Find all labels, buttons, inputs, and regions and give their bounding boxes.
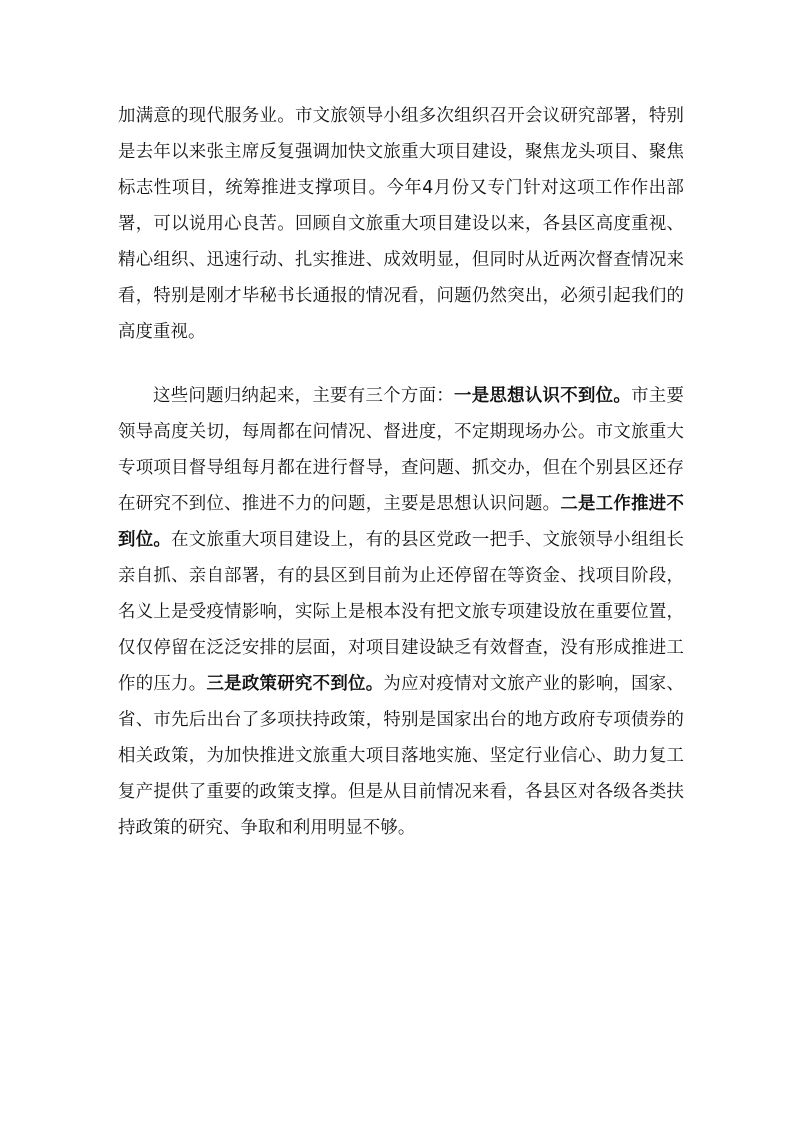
paragraph-continuation: 加满意的现代服务业。市文旅领导小组多次组织召开会议研究部署，特别是去年以来张主席反复强调加快文旅重大项目建设，聚焦龙头项目、聚焦标志性项目，统筹推进支撑项目。今年4月份又专门针对这项工作作出部署，可以说用心良苦。回顾自文旅重大项目建设以来，各县区高度重视、精心组织、迅速行动、扎实推进、成效明显，但同时从近两次督查情况来看，特别是刚才毕秘书长通报的情况看，问题仍然突出，必须引起我们的高度重视。 <box>118 106 684 342</box>
point-1-heading: 一是思想认识不到位。 <box>454 386 632 406</box>
problems-intro: 这些问题归纳起来，主要有三个方面： <box>153 386 455 406</box>
point-2-heading: 二是工作推进不到位。 <box>118 494 684 550</box>
paragraph-three-problems <box>118 378 684 846</box>
point-3-heading: 三是政策研究不到位。 <box>206 674 384 694</box>
point-2-text: 在文旅重大项目建设上，有的县区党政一把手、文旅领导小组组长亲自抓、亲自部署，有的县区到目前为止还停留在等资金、找项目阶段，名义上是受疫情影响，实际上是根本没有把文旅专项建设放在重要位置，仅仅停留在泛泛安排的层面，对项目建设缺乏有效督查，没有形成推进工作的压力。 <box>118 530 684 694</box>
point-3-text: 为应对疫情对文旅产业的影响，国家、省、市先后出台了多项扶持政策，特别是国家出台的地方政府专项债券的相关政策，为加快推进文旅重大项目落地实施、坚定行业信心、助力复工复产提供了重要的政策支撑。但是从目前情况来看，各县区对各级各类扶持政策的研究、争取和利用明显不够。 <box>118 674 684 838</box>
point-1-text: 市主要领导高度关切，每周都在问情况、督进度，不定期现场办公。市文旅重大专项项目督导组每月都在进行督导，查问题、抓交办，但在个别县区还存在研究不到位、推进不力的问题，主要是思想认识问题。 <box>118 386 684 514</box>
document-body <box>118 98 684 846</box>
